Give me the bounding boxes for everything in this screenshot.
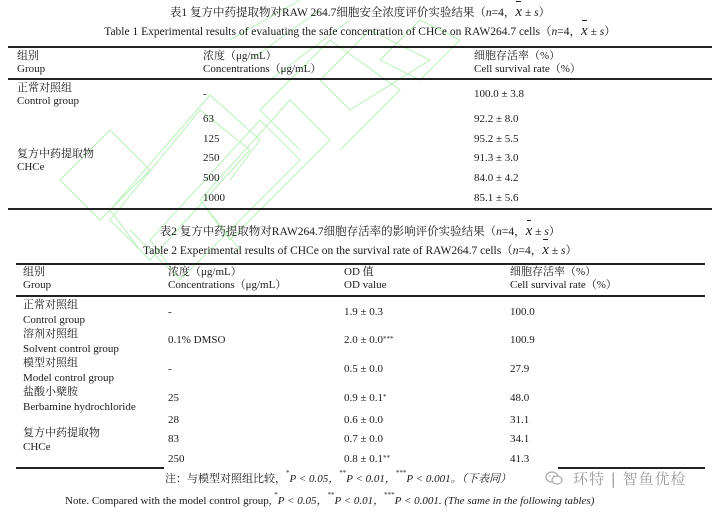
note-cn: 注：与模型对照组比较，*P < 0.05，**P < 0.01，***P < 0.001。（下表同） <box>165 469 512 485</box>
table2-group-control: 正常对照组 Control group <box>23 299 86 326</box>
table1-concentration: 500 <box>203 172 220 184</box>
table2-header-group: 组别 Group <box>23 266 52 291</box>
table2-survival: 27.9 <box>510 363 530 375</box>
table1-survival: 85.1 ± 5.6 <box>474 192 519 204</box>
table2-bottom-rule-left <box>16 467 164 469</box>
table2-group-chce: 复方中药提取物 CHCe <box>23 427 100 453</box>
table2-group-berbamine: 盐酸小檗胺 Berbamine hydrochloride <box>23 386 136 413</box>
wechat-icon <box>545 470 563 491</box>
table1-concentration: 1000 <box>203 192 225 204</box>
table1-header-rule <box>8 78 712 80</box>
table1-survival: 84.0 ± 4.2 <box>474 172 519 184</box>
table1-concentration: 63 <box>203 113 214 125</box>
table2-survival: 100.0 <box>510 306 535 318</box>
table2-concentration: - <box>168 306 172 318</box>
table2-group-solvent: 溶剂对照组 Solvent control group <box>23 328 119 355</box>
table1-survival: 91.3 ± 3.0 <box>474 152 519 164</box>
table2-caption-cn: 表2 复方中药提取物对RAW264.7细胞存活率的影响评价实验结果（n=4，x ± s） <box>159 223 561 239</box>
table1-survival: 100.0 ± 3.8 <box>474 88 525 100</box>
table2-concentration: 0.1% DMSO <box>168 334 226 346</box>
table2-header-concentration: 浓度（μg/mL） Concentrations（μg/mL） <box>168 266 287 291</box>
table2-survival: 48.0 <box>510 392 530 404</box>
table2-top-rule <box>16 263 705 265</box>
table2-concentration: 28 <box>168 414 179 426</box>
table2-concentration: 250 <box>168 453 185 465</box>
table1-group-control: 正常对照组 Control group <box>17 82 80 107</box>
table1-survival: 95.2 ± 5.5 <box>474 133 519 145</box>
table1-concentration: - <box>203 88 207 100</box>
table1-header-group: 组别 Group <box>17 50 46 75</box>
table2-group-model: 模型对照组 Model control group <box>23 357 115 384</box>
table2-od: 0.7 ± 0.0 <box>344 433 384 445</box>
table2-caption-en: Table 2 Experimental results of CHCe on the survival rate of RAW264.7 cells（n=4，x ± s） <box>143 242 577 258</box>
brand-watermark: 环特 | 智鱼优检 <box>545 468 689 491</box>
note-en: Note. Compared with the model control group, *P < 0.05，**P < 0.01，***P < 0.001. (The same in the following tables) <box>65 491 595 507</box>
table2-od: 0.6 ± 0.0 <box>344 414 384 426</box>
table2-concentration: 25 <box>168 392 179 404</box>
table2-od: 1.9 ± 0.3 <box>344 306 384 318</box>
table1-top-rule <box>8 46 712 48</box>
table1-bottom-rule <box>8 208 712 210</box>
table2-concentration: - <box>168 363 172 375</box>
table1-header-survival: 细胞存活率（%） Cell survival rate（%） <box>474 50 581 75</box>
table1-header-concentration: 浓度（μg/mL） Concentrations（μg/mL） <box>203 50 322 75</box>
table2-od: 0.9 ± 0.1* <box>344 392 387 404</box>
table2-od: 0.8 ± 0.1** <box>344 453 391 465</box>
table1-caption-en: Table 1 Experimental results of evaluating the safe concentration of CHCe on RAW264.7 cells（n=4，x ± s） <box>104 23 616 39</box>
table2-header-rule <box>16 295 705 297</box>
table1-concentration: 125 <box>203 133 220 145</box>
table2-header-survival: 细胞存活率（%） Cell survival rate（%） <box>510 266 617 291</box>
table2-concentration: 83 <box>168 433 179 445</box>
table2-od: 0.5 ± 0.0 <box>344 363 384 375</box>
table1-survival: 92.2 ± 8.0 <box>474 113 519 125</box>
table2-od: 2.0 ± 0.0*** <box>344 334 394 346</box>
table2-survival: 100.9 <box>510 334 535 346</box>
table1-caption-cn: 表1 复方中药提取物对RAW 264.7细胞安全浓度评价实验结果（n=4，x ± s） <box>169 4 551 20</box>
table2-survival: 34.1 <box>510 433 530 445</box>
table2-header-od: OD 值 OD value <box>344 266 387 291</box>
table2-survival: 41.3 <box>510 453 530 465</box>
table1-group-chce: 复方中药提取物 CHCe <box>17 148 94 173</box>
table2-survival: 31.1 <box>510 414 530 426</box>
table1-concentration: 250 <box>203 152 220 164</box>
